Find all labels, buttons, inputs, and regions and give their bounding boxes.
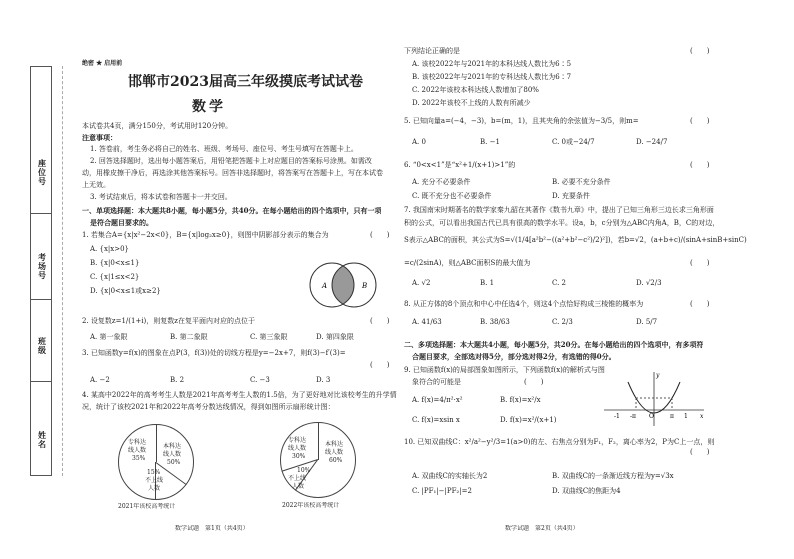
tick-label: -π bbox=[630, 413, 636, 420]
venn-diagram bbox=[300, 255, 390, 315]
answer-paren: ( ) bbox=[690, 161, 710, 169]
answer-paren: ( ) bbox=[690, 300, 710, 308]
answer-paren: ( ) bbox=[524, 378, 544, 386]
pie-value: 15% bbox=[147, 469, 161, 476]
binding-strip bbox=[30, 66, 52, 476]
answer-paren: ( ) bbox=[370, 317, 390, 325]
pie-label: 专科达 bbox=[288, 437, 307, 444]
option: C. {x|1≤x<2} bbox=[90, 273, 140, 281]
option: D. 2022年该校不上线的人数有所减少 bbox=[412, 99, 531, 107]
question-stem: 9. 已知函数f(x)的局部图象如图所示，下列函数f(x)的解析式与图 bbox=[404, 366, 605, 374]
question-stem: 下列结论正确的是 bbox=[404, 47, 460, 55]
venn-label-a: A bbox=[322, 282, 328, 290]
question-stem: 8. 从正方体的8个顶点和中心中任选4个，则这4个点恰好构成三棱锥的概率为 bbox=[404, 300, 644, 308]
option: C. 2022年该校本科达线人数增加了80% bbox=[412, 86, 539, 94]
option: B. 该校2022年与2021年的专科达线人数比为6∶7 bbox=[412, 73, 572, 81]
class-label: 班级 bbox=[38, 336, 46, 355]
origin-label: O bbox=[649, 413, 654, 420]
tick-label: -1 bbox=[614, 413, 620, 420]
section-heading: 合题目要求，全部选对得5分，部分选对得2分，有选错的得0分。 bbox=[412, 352, 616, 361]
question-stem: 象符合的可能是 bbox=[412, 378, 461, 386]
option: B. −1 bbox=[480, 138, 500, 146]
option: A. 41/63 bbox=[412, 318, 442, 326]
notice-item: 2. 回答选择题时，选出每小题答案后，用铅笔把答题卡上对应题目的答案标号涂黑。如需改 bbox=[90, 157, 372, 165]
option: C. 2 bbox=[552, 279, 567, 287]
pie-value: 35% bbox=[132, 455, 146, 462]
pie-caption: 2021年该校高考统计 bbox=[118, 503, 176, 510]
pie-chart-2021 bbox=[118, 424, 194, 500]
question-stem: S表示△ABC的面积，其公式为S=√(1/4[a²b²−((a²+b²−c²)/2)²])，若b=√2，(a+b+c)/(sinA+sinB+sinC) bbox=[404, 236, 747, 244]
tick-label: π bbox=[670, 413, 674, 420]
option: B. {x|0<x≤1} bbox=[90, 259, 140, 267]
function-graph bbox=[600, 368, 710, 428]
notice-item: 3. 考试结束后，将本试卷和答题卡一并交回。 bbox=[90, 193, 232, 201]
seat-number-label: 座位号 bbox=[38, 158, 46, 186]
option: D. 3 bbox=[316, 376, 331, 384]
option: B. 双曲线C的一条渐近线方程为y=√3x bbox=[552, 472, 674, 480]
option: A. 双曲线C的实轴长为2 bbox=[412, 472, 488, 480]
option: D. −24/7 bbox=[636, 138, 668, 146]
name-label: 姓名 bbox=[38, 430, 46, 449]
pie-label: 本科达 bbox=[163, 443, 182, 450]
option: D. 5/7 bbox=[636, 318, 658, 326]
option: C. f(x)=xsin x bbox=[412, 416, 460, 424]
option: B. 第二象限 bbox=[170, 333, 208, 341]
x-axis-label: x bbox=[700, 413, 704, 420]
secret-mark: 绝密 ★ 启用前 bbox=[82, 60, 123, 67]
question-stem: 5. 已知向量a=(−4，−3)，b=(m，1)，且其夹角的余弦值为−3/5，则m= bbox=[404, 117, 639, 125]
pie-label: 人数 bbox=[148, 485, 161, 492]
question-stem: 2. 设复数z=1/(1+i)，则复数z在复平面内对应的点位于 bbox=[82, 317, 255, 325]
question-stem: 4. 某高中2022年的高考考生人数是2021年高考考生人数的1.5倍，为了更好地对比该校考生的升学情 bbox=[82, 391, 397, 399]
answer-paren: ( ) bbox=[370, 231, 390, 239]
answer-paren: ( ) bbox=[690, 259, 710, 267]
option: A. 该校2022年与2021年的本科达线人数比为6∶5 bbox=[412, 60, 572, 68]
question-stem: 7. 我国南宋时期著名的数学家秦九韶在其著作《数书九章》中，提出了已知三角形三边长求三角形面 bbox=[404, 206, 714, 214]
pie-label: 线人数 bbox=[163, 451, 182, 458]
notice-item: 上无效。 bbox=[82, 181, 110, 189]
option: C. −3 bbox=[250, 376, 270, 384]
pie-value: 10% bbox=[297, 467, 311, 474]
pie-value: 50% bbox=[167, 459, 181, 466]
pie-label: 不上线 bbox=[145, 477, 164, 484]
pie-label: 人数 bbox=[292, 483, 305, 490]
option: A. {x|x>0} bbox=[90, 245, 129, 253]
option: C. 0或−24/7 bbox=[552, 138, 595, 146]
notice-item: 动，用橡皮擦干净后，再选涂其他答案标号。回答非选择题时，将答案写在答题卡上，写在本试卷 bbox=[82, 169, 383, 177]
question-stem: 1. 若集合A={x|x²−2x<0}，B={x|log₂x≥0}，则图中阴影部分表示的集合为 bbox=[82, 231, 329, 239]
option: D. √2/3 bbox=[636, 279, 662, 287]
option: D. {x|0<x≤1或x≥2} bbox=[90, 287, 161, 295]
answer-paren: ( ) bbox=[690, 117, 710, 125]
pie-label: 线人数 bbox=[288, 445, 307, 452]
section-heading: 一、单项选择题：本大题共8小题，每小题5分，共40分。在每小题给出的四个选项中，只有一项 bbox=[82, 206, 382, 215]
notice-heading: 注意事项： bbox=[82, 133, 117, 142]
section-heading: 二、多项选择题：本大题共4小题，每小题5分，共20分。在每小题给出的四个选项中，有多项符 bbox=[404, 340, 704, 349]
option: D. 充要条件 bbox=[552, 192, 590, 200]
question-stem: 10. 已知双曲线C：x²/a²−y²/3=1(a>0)的左、右焦点分别为F₁，F₂，离心率为2，P为C上一点，则 bbox=[404, 438, 715, 446]
question-stem: 积的公式，可以看出我国古代已具有很高的数学水平。设a，b，c分别为△ABC内角A，B，C的对边， bbox=[404, 219, 720, 227]
option: A. 第一象限 bbox=[90, 333, 128, 341]
option: C. 既不充分也不必要条件 bbox=[412, 192, 492, 200]
subject-title: 数学 bbox=[192, 99, 226, 115]
exam-room-label: 考场号 bbox=[38, 252, 46, 280]
option: C. 2/3 bbox=[552, 318, 573, 326]
option: A. √2 bbox=[412, 279, 431, 287]
page-footer: 数学试题 第1页（共4页） bbox=[175, 525, 249, 532]
answer-paren: ( ) bbox=[690, 448, 710, 456]
pie-label: 本科达 bbox=[325, 441, 344, 448]
option: D. f(x)=x²/(x+1) bbox=[500, 416, 557, 424]
pie-label: 线人数 bbox=[128, 447, 147, 454]
section-heading: 是符合题目要求的。 bbox=[90, 218, 153, 227]
cut-line bbox=[62, 66, 63, 476]
notice-item: 1. 答卷前，考生务必将自己的姓名、班级、考场号、座位号、考生号填写在答题卡上。 bbox=[90, 145, 358, 153]
venn-label-b: B bbox=[362, 282, 368, 290]
option: A. 充分不必要条件 bbox=[412, 178, 471, 186]
option: B. 38/63 bbox=[480, 318, 510, 326]
option: A. −2 bbox=[90, 376, 110, 384]
pie-chart-2022 bbox=[280, 422, 356, 498]
option: A. 0 bbox=[412, 138, 426, 146]
option: C. 第三象限 bbox=[250, 333, 288, 341]
answer-paren: ( ) bbox=[370, 361, 390, 369]
y-axis-label: y bbox=[656, 372, 660, 379]
page-title: 邯郸市2023届高三年级摸底考试试卷 bbox=[128, 74, 363, 90]
exam-info: 本试卷共4页，满分150分，考试用时120分钟。 bbox=[82, 122, 233, 130]
pie-label: 专科达 bbox=[128, 439, 147, 446]
pie-value: 30% bbox=[292, 453, 306, 460]
pie-label: 线人数 bbox=[325, 449, 344, 456]
option: B. 1 bbox=[480, 279, 495, 287]
tick-label: 1 bbox=[684, 413, 688, 420]
pie-value: 60% bbox=[329, 457, 343, 464]
answer-paren: ( ) bbox=[690, 47, 710, 55]
option: A. f(x)=4/π²·x² bbox=[412, 396, 463, 404]
option: C. |PF₁|−|PF₂|=2 bbox=[412, 487, 472, 495]
option: D. 双曲线C的焦距为4 bbox=[552, 487, 621, 495]
question-stem: =c/(2sinA)，则△ABC面积S的最大值为 bbox=[404, 259, 531, 267]
option: B. 2 bbox=[170, 376, 185, 384]
pie-label: 不上线 bbox=[288, 475, 307, 482]
option: B. f(x)=x²/x bbox=[500, 396, 541, 404]
question-stem: 6. “0<x<1”是“x²+1/(x+1)>1”的 bbox=[404, 161, 516, 169]
question-stem: 3. 已知函数y=f(x)的图象在点P(3，f(3))处的切线方程是y=−2x+7，则f(3)−f′(3)= bbox=[82, 349, 346, 357]
question-stem: 况，统计了该校2021年和2022年高考分数达线情况，得到如图所示扇形统计图： bbox=[82, 403, 335, 411]
option: D. 第四象限 bbox=[316, 333, 354, 341]
option: B. 必要不充分条件 bbox=[552, 178, 611, 186]
pie-caption: 2022年该校高考统计 bbox=[282, 502, 340, 509]
page-footer: 数学试题 第2页（共4页） bbox=[505, 525, 579, 532]
